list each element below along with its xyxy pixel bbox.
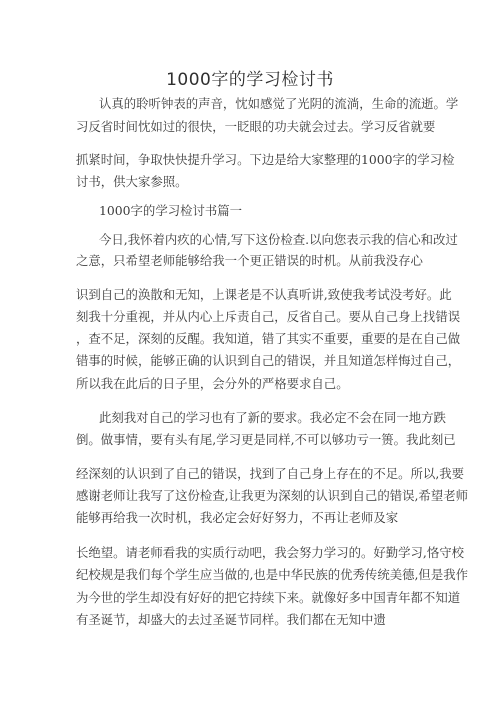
paragraph-line: 此刻我对自己的学习也有了新的要求。我必定不会在同一地方跌 — [99, 410, 446, 425]
paragraph-line: 之意，只希望老师能够给我一个更正错误的时机。从前我没存心 — [76, 253, 423, 268]
paragraph-line: 长绝望。请老师看我的实质行动吧，我会努力学习的。好勤学习,恪守校 — [76, 545, 465, 560]
paragraph-line: 能够再给我一次时机，我必定会好好努力，不再让老师及家 — [76, 510, 399, 525]
page-title: 1000字的学习检讨书 — [166, 70, 334, 90]
paragraph-line: 纪校规是我们每个学生应当做的,也是中华民族的优秀传统美德,但是我作 — [76, 567, 468, 582]
paragraph-line: 倒。做事情，要有头有尾,学习更是同样,不可以够功亏一篑。我此刻已 — [76, 432, 456, 447]
paragraph-line: 感谢老师让我写了这份检查,让我更为深刻的认识到自己的错误,希望老师 — [76, 488, 468, 503]
paragraph-line: 认真的聆听钟表的声音，忱如感觉了光阴的流淌，生命的流逝。学 — [99, 96, 459, 111]
paragraph-line: 抓紧时间，争取快快提升学习。下边是给大家整理的1000字的学习检 — [76, 152, 455, 167]
paragraph-line: 为今世的学生却没有好好的把它持续下来。就像好多中国青年都不知道 — [76, 590, 461, 605]
paragraph-line: ，查不足，深刻的反醒。我知道，错了其实不重要，重要的是在自己做 — [76, 331, 461, 346]
paragraph-line: 错事的时候，能够正确的认识到自己的错误，并且知道怎样悔过自己， — [76, 353, 461, 368]
paragraph-line: 今日,我怀着内疚的心情,写下这份检查.以向您表示我的信心和改过 — [99, 232, 458, 247]
paragraph-line: 有圣诞节，却盛大的去过圣诞节同样。我们都在无知中遗 — [76, 612, 386, 627]
paragraph-line: 习反省时间忱如过的很快，一眨眼的功夫就会过去。学习反省就要 — [76, 119, 436, 134]
paragraph-line: 所以我在此后的日子里，会分外的严格要求自己。 — [76, 376, 349, 391]
paragraph-line: 经深刻的认识到了自己的错误，找到了自己身上存在的不足。所以,我要 — [76, 466, 465, 481]
paragraph-line: 识到自己的涣散和无知，上课老是不认真听讲,致使我考试没考好。此 — [76, 287, 452, 302]
paragraph-line: 刻我十分重视，并从内心上斥责自己，反省自己。要从自己身上找错误 — [76, 309, 461, 324]
section-heading: 1000字的学习检讨书篇一 — [99, 203, 243, 218]
paragraph-line: 讨书，供大家参照。 — [76, 174, 188, 189]
